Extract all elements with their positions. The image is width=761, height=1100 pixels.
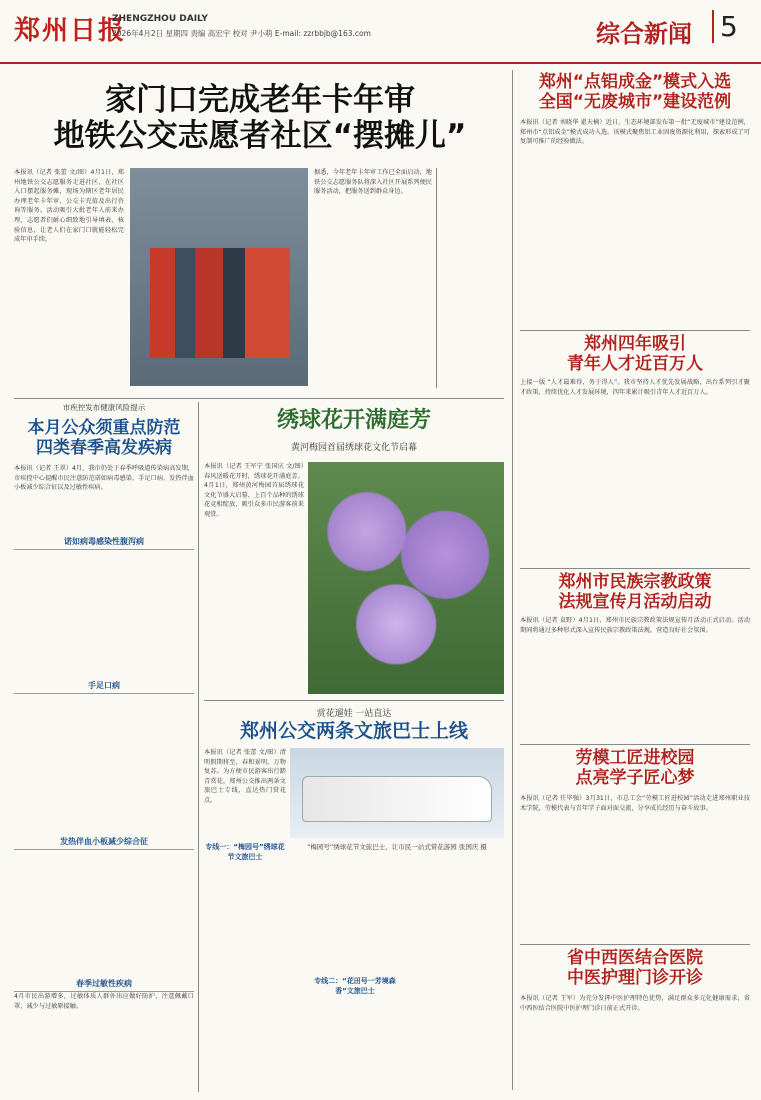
- flower-body: 本报讯（记者 王军宁 张国庆 文/图）春风送暖花开时，绣球花开满庭芳。4月1日，郑州黄河梅园首届绣球花文化节盛大启幕，上百个品种的绣球花竞相绽放，吸引众多市民游客前来观赏。: [204, 463, 304, 518]
- flower-headline: 绣球花开满庭芳: [276, 408, 431, 433]
- story5-headline-2: 中医护理门诊开诊: [567, 968, 703, 988]
- flower-subtitle: 黄河梅园首届绣球花文化节启幕: [290, 443, 417, 453]
- bus-photo-caption: “梅园号”绣球花节文旅巴士，让市民一站式赏花游园 张国庆 摄: [307, 843, 487, 851]
- story1-headline-2: 全国“无废城市”建设范例: [538, 92, 732, 112]
- story-separator: [520, 330, 750, 331]
- bus-subhead-1: 专线一：“梅园号”绣球花节文旅巴士: [205, 843, 285, 861]
- story3-headline-1: 郑州市民族宗教政策: [558, 572, 712, 592]
- column-rule: [512, 70, 513, 1090]
- bus-kicker: 赏花遛娃 一站直达: [316, 709, 392, 719]
- section-separator: [204, 700, 504, 701]
- bus-text-2: [306, 862, 404, 972]
- disease-text-1: [14, 550, 194, 670]
- bus-text-1: [204, 862, 304, 1090]
- story5-body: 本报讯（记者 王军）为充分发挥中医护理特色优势，满足群众多元化健康需求，省中西医结合医院中医护理门诊日前正式开诊。: [520, 995, 750, 1012]
- story3-body: 本报讯（记者 袁野）4月1日，郑州市民族宗教政策法规宣传月活动正式启动。活动期间将通过多种形式深入宣传民族宗教政策法规，营造良好社会氛围。: [520, 617, 750, 634]
- hydrangea-photo: [308, 462, 504, 694]
- disease-subhead-4: 春季过敏性疾病: [14, 978, 194, 992]
- bus-body: 本报讯（记者 张蕾 文/图）清明假期将至，春和景明，万物复苏。为方便市民游客出行踏青赏花，郑州公交推出两条文旅巴士专线，直达热门赏花点。: [204, 749, 286, 804]
- masthead: [0, 0, 761, 64]
- story3-headline-2: 法规宣传月活动启动: [558, 592, 712, 612]
- story4-headline-1: 劳模工匠进校园: [575, 748, 695, 768]
- story2-headline-1: 郑州四年吸引: [584, 334, 686, 354]
- bus-shape: [302, 776, 492, 822]
- story2-body: 上接一版 “人才最难得，务于得人”。我市坚持人才优先发展战略，出台系列引才聚才政策，持续优化人才发展环境，四年来累计吸引青年人才近百万人。: [520, 379, 750, 396]
- lead-body-1: 本报讯（记者 张蕾 文/图）4月1日，郑州地铁公交志愿服务走进社区，在社区入口摆起服务摊，现场为辖区老年居民办理老年卡年审、公交卡充值及出行咨询等服务。活动吸引大批老年人前来办理，志愿者们耐心细致地引导填表、核验信息，让老人们在家门口就能轻松完成年审手续。: [14, 169, 124, 244]
- disease-headline-2: 四类春季高发疾病: [36, 438, 172, 458]
- story4-body: 本报讯（记者 任毕强）3月31日，市总工会“劳模工匠进校园”活动走进郑州职业技术学院，劳模代表与青年学子面对面交流，分享成长经历与奋斗故事。: [520, 795, 750, 812]
- lead-headline-1: 家门口完成老年卡年审: [105, 82, 415, 118]
- bus-subhead-2: 专线二：“花田号一芳境森香”文旅巴士: [314, 977, 396, 995]
- date-line: 2026年4月2日 星期四 责编 高宏宇 校对 尹小萌 E-mail: zzrbbjb@163.com: [112, 29, 371, 38]
- column-rule: [198, 402, 199, 1092]
- disease-tail: 4月市民出游增多，过敏体质人群外出应做好防护，注意佩戴口罩，减少与过敏原接触。: [14, 993, 194, 1010]
- volunteer-group: [150, 248, 290, 358]
- disease-text-3: [14, 850, 194, 970]
- column-rule: [436, 168, 437, 388]
- newspaper-english-name: ZHENGZHOU DAILY: [112, 14, 208, 24]
- disease-subhead-1: 诺如病毒感染性腹泻病: [14, 536, 194, 550]
- section-title: 综合新闻: [596, 20, 692, 48]
- bus-text-3: [306, 996, 404, 1090]
- disease-headline-1: 本月公众须重点防范: [27, 418, 181, 438]
- lead-headline-2: 地铁公交志愿者社区“摆摊儿”: [53, 118, 467, 154]
- bus-text-4: [408, 862, 504, 1090]
- bus-headline: 郑州公交两条文旅巴士上线: [239, 720, 468, 742]
- story2-headline-2: 青年人才近百万人: [567, 354, 703, 374]
- page-number: 5: [712, 10, 738, 43]
- lead-body-2: 据悉，今年老年卡年审工作已全面启动，地铁公交志愿服务队将深入社区开展系列便民服务活动，把服务送到群众身边。: [314, 169, 432, 196]
- story4-headline-2: 点亮学子匠心梦: [575, 768, 695, 788]
- story-separator: [520, 744, 750, 745]
- disease-subhead-3: 发热伴血小板减少综合征: [14, 836, 194, 850]
- newspaper-logo: 郑州日报: [14, 16, 127, 46]
- lead-photo: [130, 168, 308, 386]
- disease-subhead-2: 手足口病: [14, 680, 194, 694]
- disease-kicker: 市疾控发布健康风险提示: [62, 403, 146, 412]
- disease-body: 本报讯（记者 王翠）4月，我市仍处于春季呼吸道传染病高发期，市疾控中心提醒市民注意防范诺如病毒感染、手足口病、发热伴血小板减少综合征以及过敏性疾病。: [14, 465, 194, 492]
- bus-photo: [290, 748, 504, 838]
- section-separator: [14, 398, 504, 399]
- disease-text-2: [14, 694, 194, 832]
- story-separator: [520, 944, 750, 945]
- story1-headline-1: 郑州“点铝成金”模式入选: [538, 72, 732, 92]
- story5-headline-1: 省中西医结合医院: [567, 948, 703, 968]
- story1-body: 本报讯（记者 刘晓华 翟天楠）近日，生态环境部发布第一批“无废城市”建设范例，郑州市“点铝成金”模式成功入选。该模式聚焦铝工业固废资源化利用，探索形成了可复制可推广的经验做法。: [520, 119, 750, 146]
- story-separator: [520, 568, 750, 569]
